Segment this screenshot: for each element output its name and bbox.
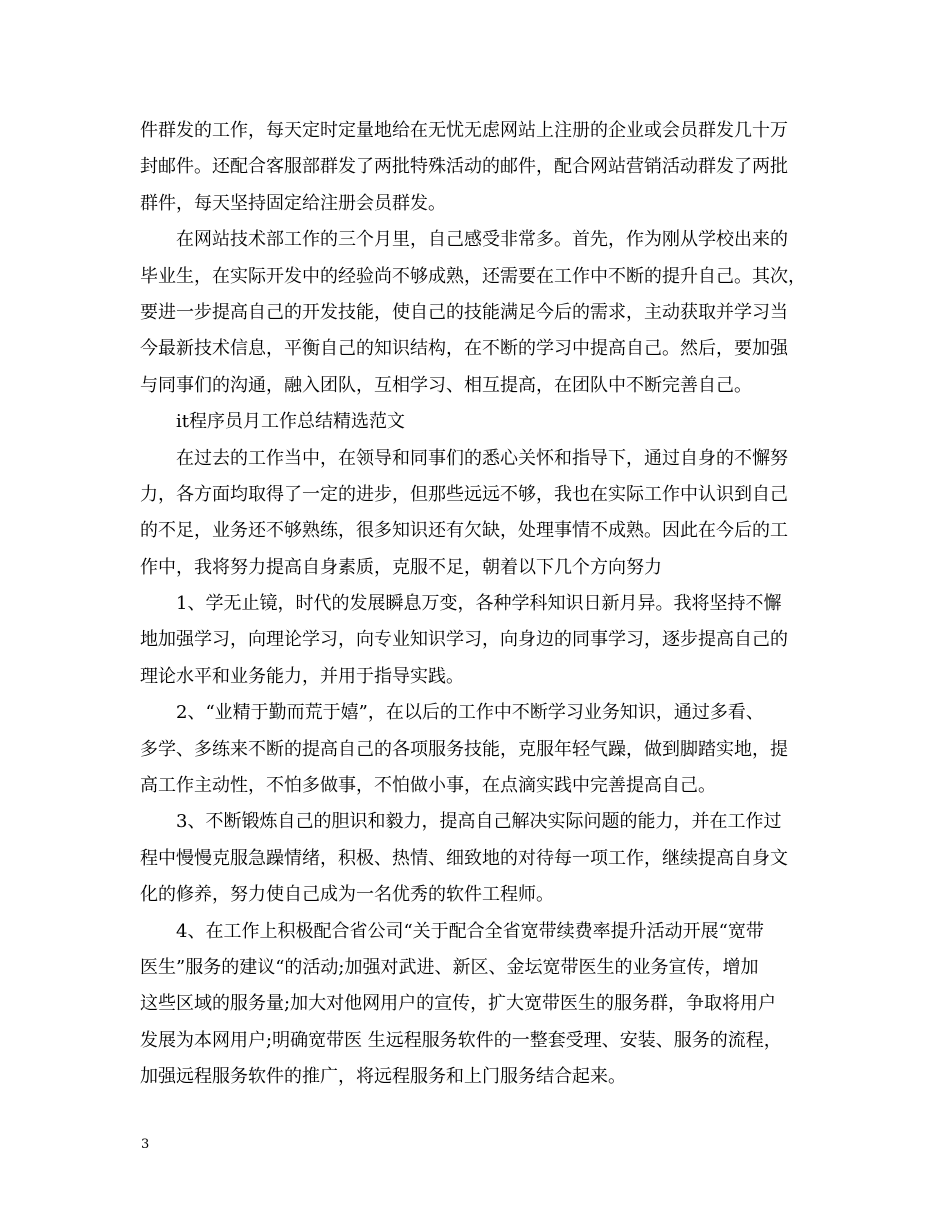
text-line: 程中慢慢克服急躁情绪，积极、热情、细致地的对待每一项工作，继续提高自身文 <box>140 847 788 869</box>
text-line: 群件，每天坚持固定给注册会员群发。 <box>140 192 446 214</box>
body-text <box>140 113 812 1096</box>
text-line: 加强远程服务软件的推广，将远程服务和上门服务结合起来。 <box>140 1066 626 1088</box>
text-line: 力，各方面均取得了一定的进步，但那些远远不够，我也在实际工作中认识到自己 <box>140 483 788 505</box>
text-line: 今最新技术信息，平衡自己的知识结构，在不断的学习中提高自己。然后，要加强 <box>140 338 788 360</box>
text-line: 地加强学习，向理论学习，向专业知识学习，向身边的同事学习，逐步提高自己的 <box>140 629 788 651</box>
text-line: 封邮件。还配合客服部群发了两批特殊活动的邮件，配合网站营销活动群发了两批 <box>140 156 788 178</box>
text-line: 在网站技术部工作的三个月里，自己感受非常多。首先，作为刚从学校出来的 <box>176 229 788 251</box>
text-line: 3、不断锻炼自己的胆识和毅力，提高自己解决实际问题的能力，并在工作过 <box>176 811 782 833</box>
text-line: 在过去的工作当中，在领导和同事们的悉心关怀和指导下，通过自身的不懈努 <box>176 447 788 469</box>
text-line: 化的修养，努力使自己成为一名优秀的软件工程师。 <box>140 884 554 906</box>
text-line: 的不足，业务还不够熟练，很多知识还有欠缺，处理事情不成熟。因此在今后的工 <box>140 520 788 542</box>
page-number: 3 <box>141 1137 150 1152</box>
text-line: 医生”服务的建议“的活动;加强对武进、新区、金坛宽带医生的业务宣传，增加 <box>140 956 759 978</box>
text-line: 要进一步提高自己的开发技能，使自己的技能满足今后的需求，主动获取并学习当 <box>140 301 788 323</box>
section-heading: it程序员月工作总结精选范文 <box>176 411 405 433</box>
text-line: 发展为本网用户;明确宽带医 生远程服务软件的一整套受理、安装、服务的流程， <box>140 1029 782 1051</box>
text-line: 毕业生，在实际开发中的经验尚不够成熟，还需要在工作中不断的提升自己。其次， <box>140 265 806 287</box>
text-line: 件群发的工作，每天定时定量地给在无忧无虑网站上注册的企业或会员群发几十万 <box>140 120 788 141</box>
text-line: 多学、多练来不断的提高自己的各项服务技能，克服年轻气躁，做到脚踏实地，提 <box>140 738 788 760</box>
text-line: 理论水平和业务能力，并用于指导实践。 <box>140 665 464 687</box>
text-line: 4、在工作上积极配合省公司“关于配合全省宽带续费率提升活动开展“宽带 <box>176 920 764 942</box>
text-line: 1、学无止镜，时代的发展瞬息万变，各种学科知识日新月异。我将坚持不懈 <box>176 593 782 615</box>
text-line: 作中，我将努力提高自身素质，克服不足，朝着以下几个方向努力 <box>140 556 662 578</box>
text-line: 这些区域的服务量;加大对他网用户的宣传，扩大宽带医生的服务群，争取将用户 <box>140 993 777 1015</box>
text-line: 高工作主动性，不怕多做事，不怕做小事，在点滴实践中完善提高自己。 <box>140 775 716 797</box>
text-line: 与同事们的沟通，融入团队，互相学习、相互提高，在团队中不断完善自己。 <box>140 374 752 396</box>
text-line: 2、“业精于勤而荒于嬉”，在以后的工作中不断学习业务知识，通过多看、 <box>176 702 764 724</box>
